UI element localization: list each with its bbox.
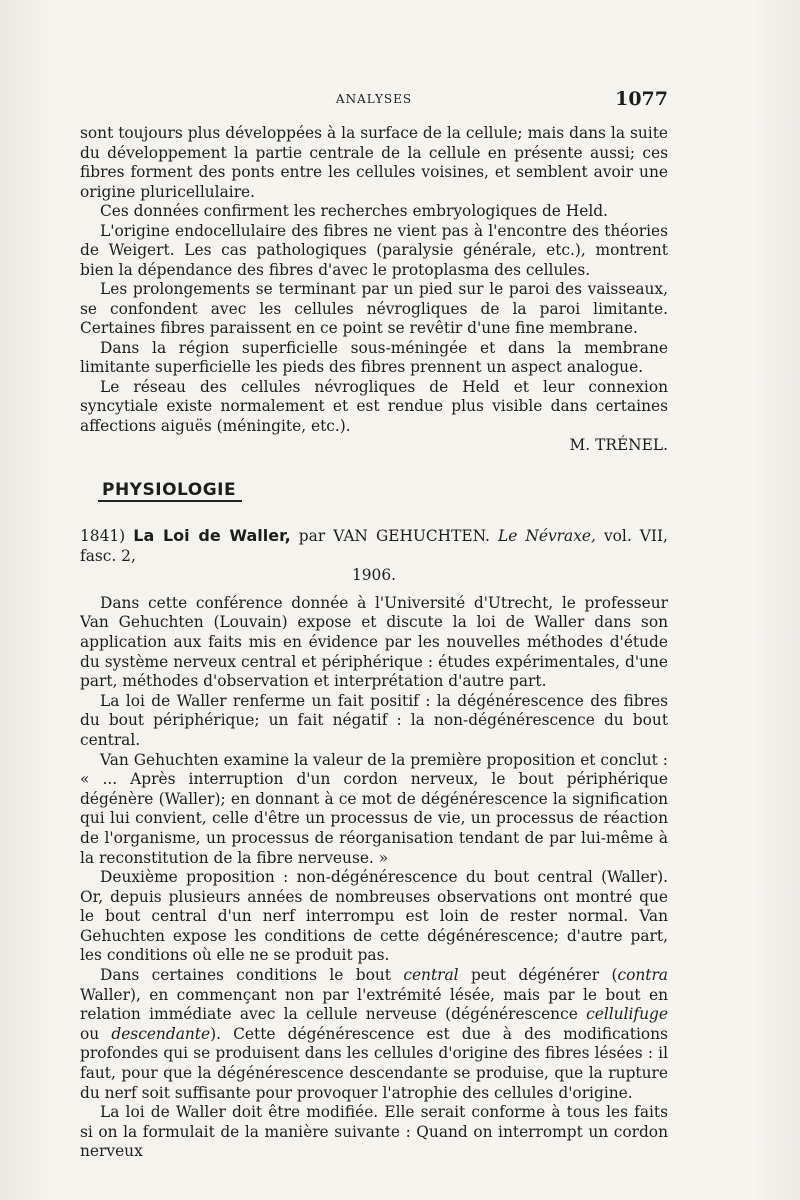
entry-author: VAN GEHUCHTEN. — [333, 527, 490, 545]
text-run-italic: central — [403, 966, 459, 985]
running-title: ANALYSES — [335, 92, 413, 106]
paragraph: L'origine endocellulaire des fibres ne vient pas à l'encontre des théories de Weigert. Les cas pathologiques (paralysie générale, etc.), montrent bien la dépendance des fibres d'avec le protoplasma des cellules. — [80, 221, 668, 279]
text-run-italic: descendante — [111, 1024, 211, 1043]
text-run: ou — [80, 1024, 100, 1043]
paragraph: Dans cette conférence donnée à l'Université d'Utrecht, le professeur Van Gehuchten (Louvain) expose et discute la loi de Waller dans son application aux faits mis en évidence par les nouvelles méthodes d'étude du système nerveux central et périphérique : études expérimentales, d'une part, méthodes d'observation et interprétation d'autre part. — [80, 593, 668, 691]
text-run: Dans certaines conditions le bout — [100, 966, 391, 985]
paragraph: La loi de Waller renferme un fait positif : la dégénérescence des fibres du bout périphérique; un fait négatif : la non-dégénérescence du bout central. — [80, 691, 668, 749]
paragraph: Ces données confirment les recherches embryologiques de Held. — [100, 202, 608, 220]
entry-heading — [80, 526, 668, 586]
reviewer-signature: M. TRÉNEL. — [569, 436, 668, 454]
entry-by: par — [298, 527, 326, 545]
text-run: Waller), en commençant non par l'extrémité lésée, mais par le bout en relation immédiate avec la cellule nerveuse (dégénérescence — [80, 985, 668, 1024]
paragraph: Dans la région superficielle sous-méningée et dans la membrane limitante superficielle les pieds des fibres prennent un aspect analogue. — [80, 338, 668, 376]
paragraph: Deuxième proposition : non-dégénérescence du bout central (Waller). Or, depuis plusieurs années de nombreuses observations ont montré que le bout central d'un nerf interrompu est loin de rester normal. Van Gehuchten expose les conditions de cette dégénérescence; d'autre part, les conditions où elle ne se produit pas. — [80, 868, 668, 965]
entry-number: 1841) — [80, 527, 126, 545]
entry-journal: Le Névraxe, — [498, 527, 596, 545]
section-heading: PHYSIOLOGIE — [102, 480, 237, 500]
previous-review-body — [80, 124, 668, 456]
entry-body — [80, 526, 668, 1162]
paragraph: sont toujours plus développées à la surface de la cellule; mais dans la suite du développement la partie centrale de la cellule en présente aussi; ces fibres forment des ponts entre les cellules voisines, et semblent avoir une origine pluricellulaire. — [80, 124, 668, 201]
text-run-italic: contra — [617, 966, 668, 985]
paragraph: Van Gehuchten examine la valeur de la première proposition et conclut : « ... Après interruption d'un cordon nerveux, le bout périphérique dégénère (Waller); en donnant à ce mot de dégénérescence la signification qui lui convient, celle d'être un processus de vie, un processus de réaction de l'organisme, un processus de réorganisation tendant de par lui-même à la reconstitution de la fibre nerveuse. » — [80, 750, 668, 867]
entry-year: 1906. — [351, 566, 397, 585]
entry-title: La Loi de Waller, — [133, 526, 291, 545]
entry-volume: vol. VII, fasc. 2, — [80, 527, 668, 565]
paragraph — [80, 966, 668, 1103]
page-header — [80, 88, 668, 112]
paragraph: Le réseau des cellules névrogliques de Held et leur connexion syncytiale existe normalement et est rendue plus visible dans certaines affections aiguës (méningite, etc.). — [80, 377, 668, 435]
text-run: ). Cette dégénérescence est due à des modifications profondes qui se produisent dans les cellules d'origine des fibres lésées : il faut, pour que la dégénérescence descendante se produise, que la rupture du nerf soit suffisante pour provoquer l'atrophie des cellules d'origine. — [80, 1024, 668, 1102]
text-run-italic: cellulifuge — [586, 1005, 668, 1024]
section-underline — [98, 500, 242, 502]
page-number: 1077 — [615, 88, 668, 110]
text-run: peut dégénérer ( — [470, 966, 618, 985]
paragraph: La loi de Waller doit être modifiée. Elle serait conforme à tous les faits si on la formulait de la manière suivante : Quand on interrompt un cordon nerveux — [80, 1103, 668, 1161]
paragraph: Les prolongements se terminant par un pied sur le paroi des vaisseaux, se confondent avec les cellules névrogliques de la paroi limitante. Certaines fibres paraissent en ce point se revêtir d'une fine membrane. — [80, 280, 668, 337]
